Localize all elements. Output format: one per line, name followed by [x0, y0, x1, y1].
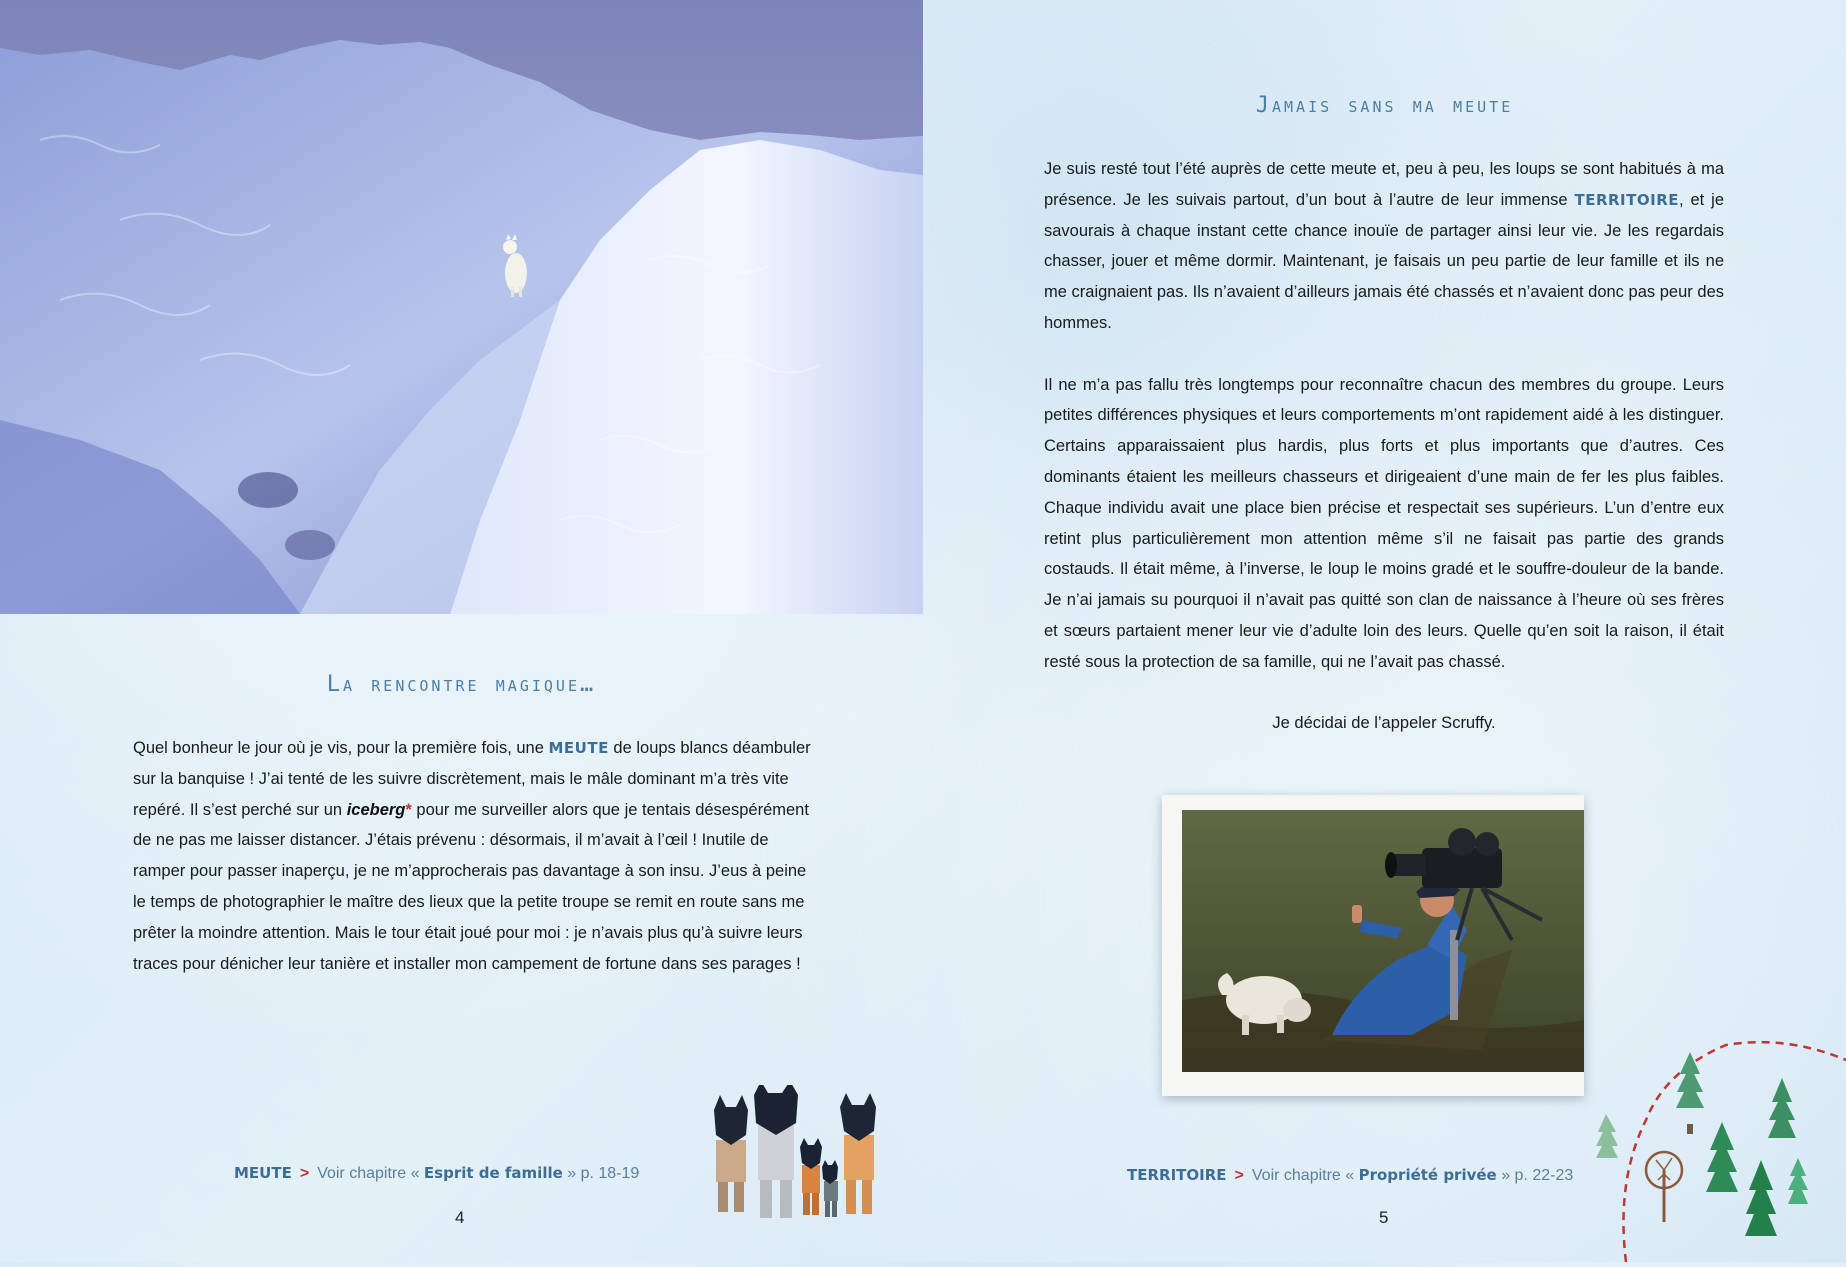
ref-keyword: TERRITOIRE — [1127, 1166, 1227, 1184]
cameraman-with-wolf-photo — [1162, 795, 1584, 1096]
body-paragraph — [1044, 154, 1724, 339]
ref-prefix: Voir chapitre « — [1251, 1167, 1355, 1184]
glossary-link-meute[interactable]: MEUTE — [548, 739, 609, 757]
ref-suffix: » p. 18-19 — [567, 1165, 640, 1182]
body-paragraph: Il ne m’a pas fallu très longtemps pour reconnaître chacun des membres du groupe. Leurs petites différences physiques et leurs comportements m’ont rapidement aidé à les distinguer. Certains apparaissaient plus hardis, plus forts et plus importants que d’autres. Ces dominants étaient les meilleurs chasseurs et dirigeaient d’une main de fer les plus faibles. Chaque individu avait une place bien précise et respectait ses supérieurs. L’un d’entre eux retint plus particulièrement mon attention même s’il ne faisait pas partie des grands costauds. Il était même, à l’inverse, le loup le moins gradé et le souffre-douleur de la bande. Je n’ai jamais su pourquoi il n’avait pas quitté son clan de naissance à l’heure où ses frères et sœurs partaient mener leur vie d’adulte loin des leurs. Quelle qu’en soit la raison, il était resté sous la protection de sa famille, qui ne l’avait pas chassé. — [1044, 375, 1724, 671]
arctic-wolf-on-ice-photo — [0, 0, 923, 614]
wolf-family-illustration — [710, 1085, 890, 1225]
ref-keyword: MEUTE — [234, 1164, 292, 1182]
text-run: Quel bonheur le jour où je vis, pour la première fois, une — [133, 739, 549, 757]
body-text-block — [1044, 154, 1724, 739]
ref-prefix: Voir chapitre « — [317, 1165, 420, 1182]
arrow-icon: > — [1234, 1167, 1244, 1184]
glossary-term-iceberg[interactable]: iceberg — [346, 800, 406, 819]
glossary-link-territoire[interactable]: TERRITOIRE — [1574, 190, 1679, 209]
body-paragraph — [133, 733, 813, 979]
chapter-cross-reference[interactable] — [1127, 1166, 1573, 1185]
ref-chapter: Esprit de famille — [423, 1164, 563, 1182]
text-run: pour me surveiller alors que je tentais désespérément de ne pas me laisser distancer. J’étais prévenu : désormais, il m’avait à l’œil ! Inutile de ramper pour passer inaperçu, je ne m’approcherais pas davantage à son insu. J’eus à peine le temps de photographier le maître des lieux que la petite troupe se remit en route sans me prêter la moindre attention. Mais le tour était joué pour moi : je n’avais plus qu’à suivre leurs traces pour dénicher leur tanière et installer mon campement de fortune dans ses parages ! — [133, 800, 809, 973]
arrow-icon: > — [299, 1165, 310, 1182]
text-run: , et je savourais à chaque instant cette chance inouïe de partager ainsi leur vie. Je les regardais chasser, jouer et même dormir. Maintenant, je faisais un peu partie de leur famille et ils ne me craignaient pas. Ils n’avaient d’ailleurs jamais été chassés et n’avaient donc pas peur des hommes. — [1044, 190, 1724, 332]
section-title: Jamais sans ma meute — [1255, 93, 1514, 118]
ref-suffix: » p. 22-23 — [1501, 1167, 1574, 1184]
chapter-cross-reference[interactable] — [234, 1164, 639, 1183]
page-number: 5 — [1379, 1208, 1389, 1227]
ref-chapter: Propriété privée — [1358, 1166, 1497, 1184]
closing-line: Je décidai de l’appeler Scruffy. — [1272, 714, 1496, 733]
text-run: Je suis resté tout l’été auprès de cette meute et, peu à peu, les loups se sont habitués à ma présence. Je les suivais partout, d’un bout à l’autre de leur immense — [1044, 160, 1724, 209]
footnote-asterisk: * — [405, 800, 412, 819]
pine-trees-trail-illustration — [1586, 1030, 1846, 1262]
page-number: 4 — [455, 1208, 465, 1227]
text-run: de loups blancs déambuler sur la banquise ! J’ai tenté de les suivre discrètement, mais le mâle dominant m’a très vite repéré. Il s’est perché sur un — [133, 739, 811, 819]
section-title: La rencontre magique… — [326, 672, 597, 697]
left-page — [0, 0, 923, 1262]
